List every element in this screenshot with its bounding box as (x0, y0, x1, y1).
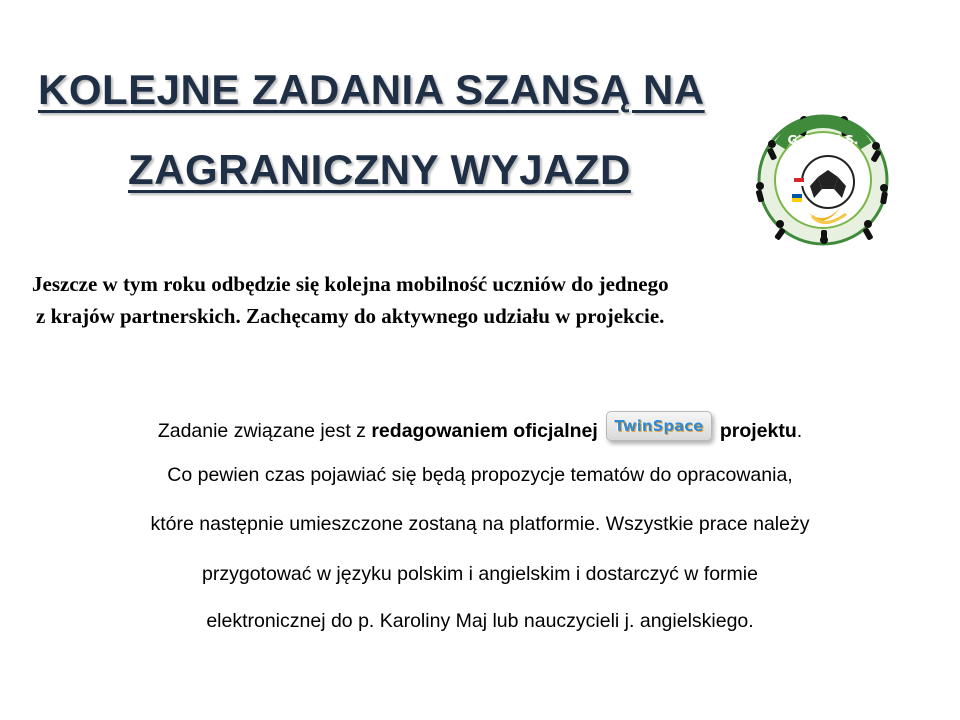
title-line-2: ZAGRANICZNY WYJAZD (128, 146, 631, 193)
body-line-1-prefix: Zadanie związane jest z (157, 420, 372, 443)
intro-line-1: Jeszcze w tym roku odbędzie się kolejna mobilność uczniów do jednego (32, 272, 669, 296)
twinspace-link[interactable]: TwinSpace (606, 411, 712, 441)
title-line-1: KOLEJNE ZADANIA SZANSĄ NA (38, 66, 705, 113)
body-line-2: Co pewien czas pojawiać się będą propozycje tematów do opracowania, (167, 464, 793, 486)
body-line-3: które następnie umieszczone zostaną na platformie. Wszystkie prace należy (150, 513, 810, 535)
body-line-4: przygotować w języku polskim i angielskim i dostarczyć w formie (202, 563, 758, 585)
body-line-1-end: . (796, 420, 803, 443)
games-logo (748, 108, 898, 248)
intro-line-2: z krajów partnerskich. Zachęcamy do aktywnego udziału w projekcie. (36, 304, 665, 328)
logo-text: G.A.M.E.S. (787, 133, 859, 147)
body-line-1 (0, 417, 960, 447)
body-line-1-bold: redagowaniem oficjalnej (371, 420, 598, 443)
body-line-5: elektronicznej do p. Karoliny Maj lub nauczycieli j. angielskiego. (206, 610, 754, 632)
body-line-1-bold-after: projektu (719, 420, 797, 443)
